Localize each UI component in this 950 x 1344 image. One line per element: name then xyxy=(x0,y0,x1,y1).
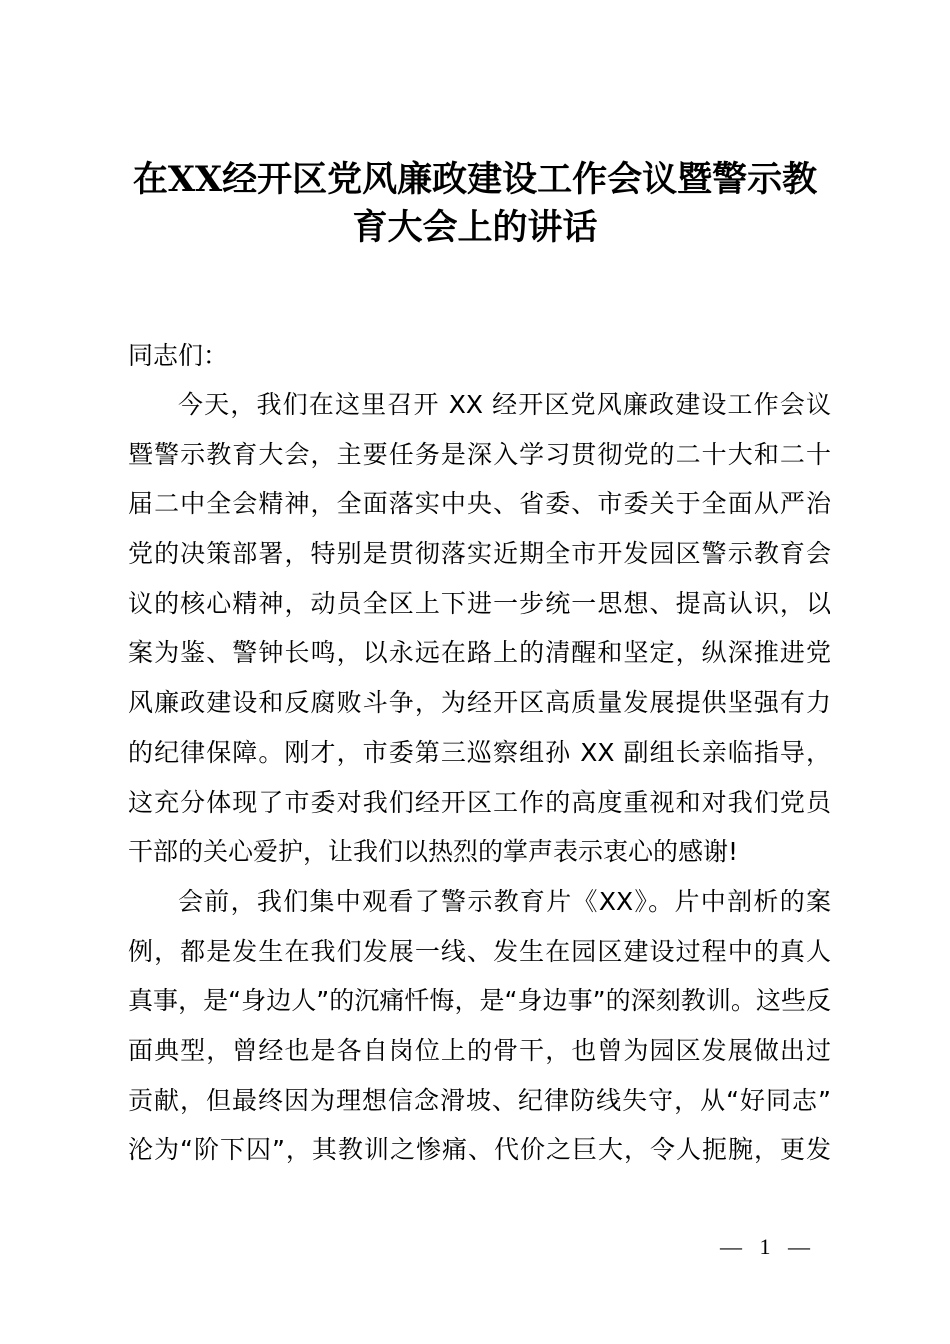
salutation: 同志们： xyxy=(128,341,229,370)
text-line: 贡献，但最终因为理想信念滑坡、纪律防线失守，从“好同志” xyxy=(128,1085,831,1115)
text-line: 会前，我们集中观看了警示教育片《XX》。片中剖析的案 xyxy=(178,887,831,916)
paragraph-1 xyxy=(128,380,831,877)
text-line: 例，都是发生在我们发展一线、发生在园区建设过程中的真人 xyxy=(128,936,831,966)
text-line: 党的决策部署，特别是贯彻落实近期全市开发园区警示教育会 xyxy=(128,539,831,569)
document-title xyxy=(0,156,950,252)
title-line-2: 育大会上的讲话 xyxy=(352,207,598,248)
page-number: — 1 — xyxy=(720,1234,816,1259)
text-line: 真事，是“身边人”的沉痛忏悔，是“身边事”的深刻教训。这些反 xyxy=(128,986,831,1016)
text-line: 案为鉴、警钟长鸣，以永远在路上的清醒和坚定，纵深推进党 xyxy=(128,638,831,668)
text-line: 今天，我们在这里召开 XX 经开区党风廉政建设工作会议 xyxy=(178,390,831,419)
text-line: 暨警示教育大会，主要任务是深入学习贯彻党的二十大和二十 xyxy=(128,439,831,469)
text-line: 议的核心精神，动员全区上下进一步统一思想、提高认识，以 xyxy=(128,588,831,618)
paragraph-2 xyxy=(128,877,831,1175)
text-line: 干部的关心爱护，让我们以热烈的掌声表示衷心的感谢! xyxy=(128,837,739,867)
text-line: 届二中全会精神，全面落实中央、省委、市委关于全面从严治 xyxy=(128,489,831,519)
title-line-1: 在XX经开区党风廉政建设工作会议暨警示教 xyxy=(132,159,818,200)
text-line: 风廉政建设和反腐败斗争，为经开区高质量发展提供坚强有力 xyxy=(128,688,831,718)
text-line: 这充分体现了市委对我们经开区工作的高度重视和对我们党员 xyxy=(128,787,831,817)
text-line: 的纪律保障。刚才，市委第三巡察组孙 XX 副组长亲临指导， xyxy=(128,737,831,767)
text-line: 面典型，曾经也是各自岗位上的骨干，也曾为园区发展做出过 xyxy=(128,1036,831,1066)
text-line: 沦为“阶下囚”，其教训之惨痛、代价之巨大，令人扼腕，更发 xyxy=(128,1135,831,1165)
